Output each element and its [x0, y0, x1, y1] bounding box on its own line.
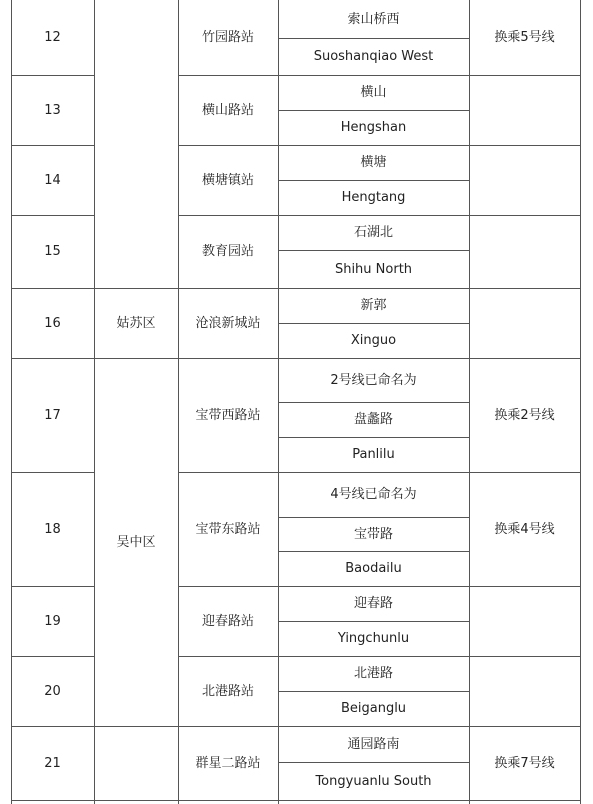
station-alias: Tongyuanlu South — [315, 773, 432, 789]
station-alias: 4号线已命名为 — [330, 487, 417, 502]
table-rule — [278, 621, 469, 622]
table-rule — [278, 437, 469, 438]
station-alias: 索山桥西 — [347, 11, 400, 27]
station-alias: 新郭 — [360, 298, 387, 313]
row-number: 19 — [44, 613, 61, 629]
station-alias: Hengshan — [340, 120, 407, 135]
transfer-info: 换乘5号线 — [494, 30, 555, 45]
transfer-info — [469, 145, 580, 215]
table-rule — [278, 402, 469, 403]
station-name: 群星二路站 — [195, 755, 261, 771]
table-rule — [278, 551, 469, 552]
station-name: 横山路站 — [201, 102, 254, 118]
station-name: 北港路站 — [201, 683, 254, 699]
station-alias: 通园路南 — [347, 736, 400, 752]
station-name: 竹园路站 — [201, 30, 254, 45]
station-name: 教育园站 — [201, 244, 254, 259]
station-alias: Baodailu — [345, 561, 402, 576]
transfer-info — [469, 586, 580, 656]
station-alias: 宝带路 — [353, 526, 393, 542]
station-name: 沧浪新城站 — [195, 315, 261, 331]
station-alias: 2号线已命名为 — [330, 372, 417, 388]
station-alias: 石湖北 — [353, 225, 393, 240]
transfer-info — [469, 656, 580, 726]
table-rule — [278, 517, 469, 518]
station-alias: 盘蠡路 — [353, 412, 393, 427]
station-alias: 迎春路 — [353, 596, 393, 611]
station-alias: Hengtang — [341, 190, 406, 205]
row-number: 17 — [44, 407, 61, 423]
transfer-info: 换乘7号线 — [494, 755, 555, 771]
row-number: 12 — [44, 30, 61, 45]
station-name: 宝带西路站 — [195, 407, 261, 423]
district-name: 吴中区 — [116, 534, 156, 550]
row-number: 18 — [44, 521, 61, 537]
table-rule — [278, 250, 469, 251]
row-number: 21 — [44, 755, 61, 771]
row-number: 15 — [44, 244, 61, 259]
table-rule — [580, 0, 581, 804]
station-alias: 横山 — [360, 85, 387, 100]
transfer-info: 换乘2号线 — [494, 407, 555, 423]
row-number: 13 — [44, 102, 61, 118]
table-rule — [278, 691, 469, 692]
transfer-info — [469, 75, 580, 145]
station-alias: Xinguo — [350, 333, 397, 348]
station-name: 横塘镇站 — [201, 172, 254, 188]
station-alias: Beiganglu — [340, 701, 407, 716]
station-alias: Panlilu — [352, 447, 395, 462]
transfer-info — [469, 288, 580, 358]
row-number: 16 — [44, 315, 61, 331]
station-alias: Yingchunlu — [337, 631, 410, 646]
district-name: 姑苏区 — [116, 315, 156, 331]
transfer-info — [469, 215, 580, 288]
transfer-info: 换乘4号线 — [494, 521, 555, 537]
station-name: 宝带东路站 — [195, 521, 261, 537]
table-rule — [278, 323, 469, 324]
row-number: 14 — [44, 172, 61, 188]
table-rule — [278, 762, 469, 763]
table-rule — [94, 726, 178, 727]
table-rule — [278, 38, 469, 39]
station-alias: 北港路 — [353, 666, 393, 681]
row-number: 20 — [44, 683, 61, 699]
station-alias: 横塘 — [360, 155, 387, 170]
table-rule — [11, 800, 580, 801]
table-rule — [278, 110, 469, 111]
table-rule — [278, 180, 469, 181]
station-alias: Shihu North — [334, 261, 413, 277]
station-name: 迎春路站 — [201, 613, 254, 629]
station-alias: Suoshanqiao West — [313, 49, 434, 64]
